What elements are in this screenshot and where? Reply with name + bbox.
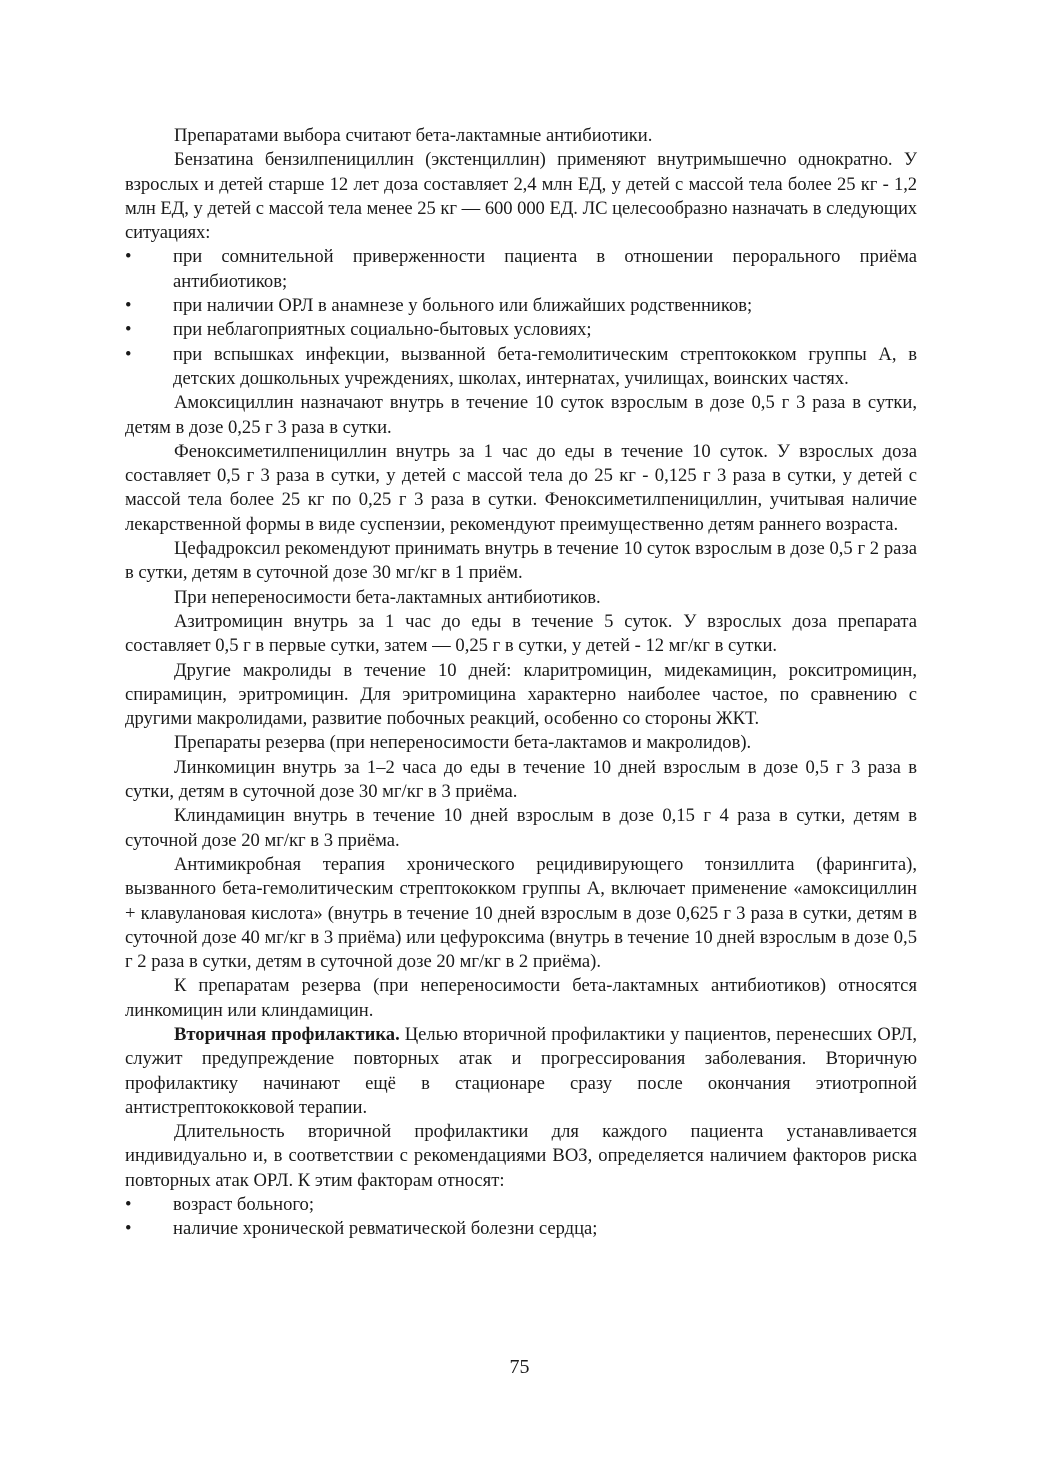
list-item: • при сомнительной приверженности пациента в отношении перорального приёма антибиотиков; bbox=[125, 246, 917, 292]
list-item: • при неблагоприятных социально-бытовых условиях; bbox=[125, 318, 917, 342]
paragraph-azithromycin: Азитромицин внутрь за 1 час до еды в течение 5 суток. У взрослых доза препарата составляет 0,5 г в первые сутки, затем — 0,25 г в сутки, у детей - 12 мг/кг в сутки. bbox=[125, 610, 917, 657]
bullet-icon: • bbox=[125, 295, 132, 317]
bullet-icon: • bbox=[125, 319, 132, 341]
paragraph-clindamycin: Клиндамицин внутрь в течение 10 дней взрослым в дозе 0,15 г 4 раза в сутки, детям в суточной дозе 20 мг/кг в 3 приёма. bbox=[125, 805, 917, 851]
indications-list bbox=[125, 245, 917, 391]
bullet-icon: • bbox=[125, 246, 132, 268]
paragraph-amoxicillin: Амоксициллин назначают внутрь в течение 10 суток взрослым в дозе 0,5 г 3 раза в сутки, детям в дозе 0,25 г 3 раза в сутки. bbox=[125, 392, 917, 438]
list-item: • возраст больного; bbox=[125, 1193, 917, 1217]
bullet-icon: • bbox=[125, 1218, 132, 1240]
page-content bbox=[125, 124, 917, 1242]
risk-factors-list bbox=[125, 1193, 917, 1242]
paragraph-reserve-antibiotics: К препаратам резерва (при непереносимости бета-лактамных антибиотиков) относятся линкомицин или клиндамицин. bbox=[125, 975, 917, 1021]
paragraph-duration: Длительность вторичной профилактики для каждого пациента устанавливается индивидуально и, в соответствии с рекомендациями ВОЗ, определяется наличием факторов риска повторных атак ОРЛ. К этим факторам относят: bbox=[125, 1121, 917, 1191]
paragraph-benzathine: Бензатина бензилпенициллин (экстенциллин) применяют внутримышечно однократно. У взрослых и детей старше 12 лет доза составляет 2,4 млн ЕД, у детей с массой тела более 25 кг - 1,2 млн ЕД, у детей с массой тела менее 25 кг — 600 000 ЕД. ЛС целесообразно назначать в следующих ситуациях: bbox=[125, 149, 917, 244]
paragraph-reserve-drugs: Препараты резерва (при непереносимости бета-лактамов и макролидов). bbox=[174, 732, 752, 754]
bullet-icon: • bbox=[125, 1194, 132, 1216]
paragraph-preferred-drugs: Препаратами выбора считают бета-лактамные антибиотики. bbox=[174, 125, 653, 146]
paragraph-tonsillitis-therapy: Антимикробная терапия хронического рецидивирующего тонзиллита (фарингита), вызванного бета-гемолитическим стрептококком группы А, включает применение «амоксициллин + клавулановая кислота» (внутрь в течение 10 дней взрослым в дозе 0,625 г 3 раза в сутки, детям в суточной дозе 40 мг/кг в 3 приёма) или цефуроксима (внутрь в течение 10 дней взрослым в дозе 0,5 г 2 раза в сутки, детям в суточной дозе 20 мг/кг в 2 приёма). bbox=[125, 853, 917, 973]
list-item: • при вспышках инфекции, вызванной бета-гемолитическим стрептококком группы А, в детских дошкольных учреждениях, школах, интернатах, училищах, воинских частях. bbox=[125, 343, 917, 389]
paragraph-phenoxymethylpenicillin: Феноксиметилпенициллин внутрь за 1 час до еды в течение 10 суток. У взрослых доза составляет 0,5 г 3 раза в сутки, у детей с массой тела до 25 кг - 0,125 г 3 раза в сутки, у детей с массой тела более 25 кг по 0,25 г 3 раза в сутки. Феноксиметилпенициллин, учитывая наличие лекарственной формы в виде суспензии, рекомендуют преимущественно детям раннего возраста. bbox=[125, 440, 917, 535]
paragraph-cefadroxil: Цефадроксил рекомендуют принимать внутрь в течение 10 суток взрослым в дозе 0,5 г 2 раза в сутки, детям в суточной дозе 30 мг/кг в 1 приём. bbox=[125, 538, 917, 584]
list-item: • наличие хронической ревматической болезни сердца; bbox=[125, 1217, 917, 1241]
paragraph-lincomycin: Линкомицин внутрь за 1–2 часа до еды в течение 10 дней взрослым в дозе 0,5 г 3 раза в сутки, детям в суточной дозе 30 мг/кг в 3 приёма. bbox=[125, 756, 917, 803]
list-item: • при наличии ОРЛ в анамнезе у больного или ближайших родственников; bbox=[125, 294, 917, 318]
section-heading: Вторичная профилактика. bbox=[174, 1023, 400, 1045]
paragraph-secondary-prophylaxis: Вторичная профилактика. Целью вторичной профилактики у пациентов, перенесших ОРЛ, служит предупреждение повторных атак и прогрессирования заболевания. Вторичную профилактику начинают ещё в стационаре сразу после окончания этиотропной антистрептококковой терапии. bbox=[125, 1023, 917, 1118]
paragraph-macrolides: Другие макролиды в течение 10 дней: кларитромицин, мидекамицин, рокситромицин, спирамицин, эритромицин. Для эритромицина характерно наиболее частое, по сравнению с другими макролидами, развитие побочных реакций, особенно со стороны ЖКТ. bbox=[125, 659, 917, 730]
bullet-icon: • bbox=[125, 343, 132, 365]
paragraph-intolerance: При непереносимости бета-лактамных антибиотиков. bbox=[174, 586, 601, 608]
page-number: 75 bbox=[509, 1356, 530, 1378]
